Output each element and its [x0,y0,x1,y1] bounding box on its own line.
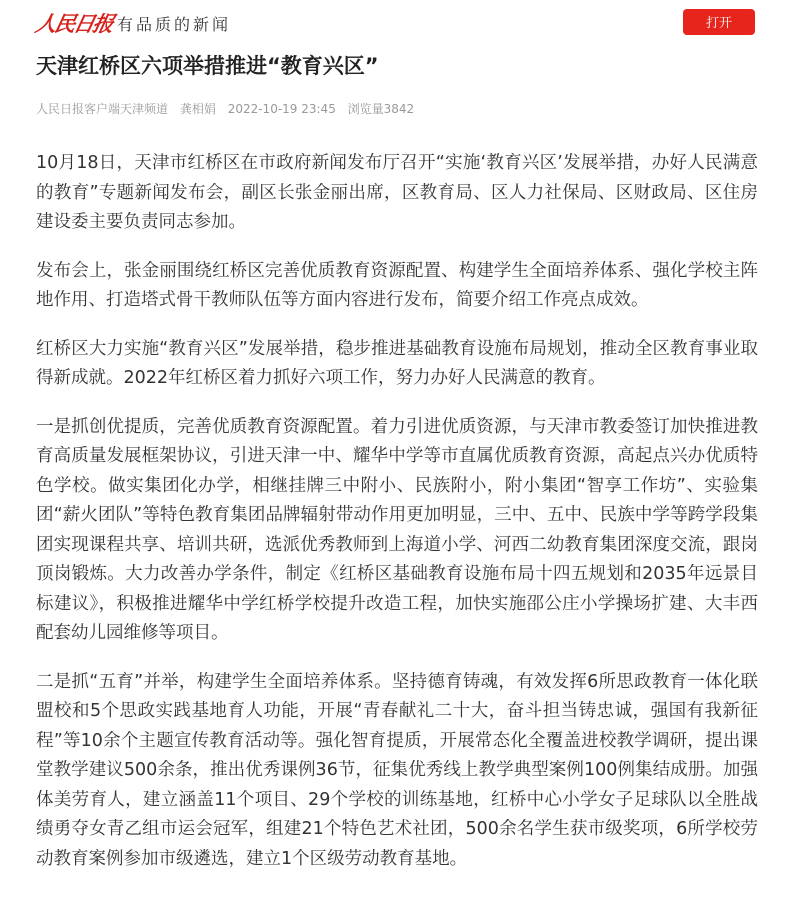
open-app-button[interactable]: 打开 [683,9,755,35]
article-paragraph: 发布会上，张金丽围绕红桥区完善优质教育资源配置、构建学生全面培养体系、强化学校主阵地作用、打造塔式骨干教师队伍等方面内容进行发布，简要介绍工作亮点成效。 [36,260,758,310]
article-body [36,149,758,893]
article-views: 浏览量3842 [347,102,415,116]
article-paragraph: 二是抓“五育”并举，构建学生全面培养体系。坚持德育铸魂，有效发挥6所思政教育一体化联盟校和5个思政实践基地育人功能，开展“青春献礼二十大，奋斗担当铸忠诚，强国有我新征程”等10余个主题宣传教育活动等。强化智育提质，开展常态化全覆盖进校教学调研，提出课堂教学建议500余条，推出优秀课例36节，征集优秀线上教学典型案例100例集结成册。加强体美劳育人，建立涵盖11个项目、29个学校的训练基地，红桥中心小学女子足球队以全胜战绩勇夺女青乙组市运会冠军，组建21个特色艺术社团，500余名学生获市级奖项，6所学校劳动教育案例参加市级遴选，建立1个区级劳动教育基地。 [36,671,758,869]
article-paragraph: 10月18日，天津市红桥区在市政府新闻发布厅召开“实施‘教育兴区’发展举措，办好人民满意的教育”专题新闻发布会，副区长张金丽出席，区教育局、区人力社保局、区财政局、区住房建设委主要负责同志参加。 [36,153,758,232]
slogan: 有品质的新闻 [117,15,232,34]
article-meta [36,100,422,117]
article-paragraph: 一是抓创优提质，完善优质教育资源配置。着力引进优质资源，与天津市教委签订加快推进教育高质量发展框架协议，引进天津一中、耀华中学等市直属优质教育资源，高起点兴办优质特色学校。做实集团化办学，相继挂牌三中附小、民族附小，附小集团“智享工作坊”、实验集团“薪火团队”等特色教育集团品牌辐射带动作用更加明显，三中、五中、民族中学等跨学段集团实现课程共享、培训共研，选派优秀教师到上海道小学、河西二幼教育集团深度交流，跟岗顶岗锻炼。大力改善办学条件，制定《红桥区基础教育设施布局十四五规划和2035年远景目标建议》，积极推进耀华中学红桥学校提升改造工程，加快实施邵公庄小学操场扩建、大丰西配套幼儿园维修等项目。 [36,416,758,643]
article-paragraph: 红桥区大力实施“教育兴区”发展举措，稳步推进基础教育设施布局规划，推动全区教育事业取得新成就。2022年红桥区着力抓好六项工作，努力办好人民满意的教育。 [36,338,758,388]
article-title: 天津红桥区六项举措推进“教育兴区” [36,54,379,78]
article-datetime: 2022-10-19 23:45 [227,102,336,116]
top-bar [0,0,797,44]
people-daily-logo[interactable]: 人民日报 [33,11,115,36]
article-author: 龚相娟 [179,102,216,116]
article-source[interactable]: 人民日报客户端天津频道 [36,102,169,116]
